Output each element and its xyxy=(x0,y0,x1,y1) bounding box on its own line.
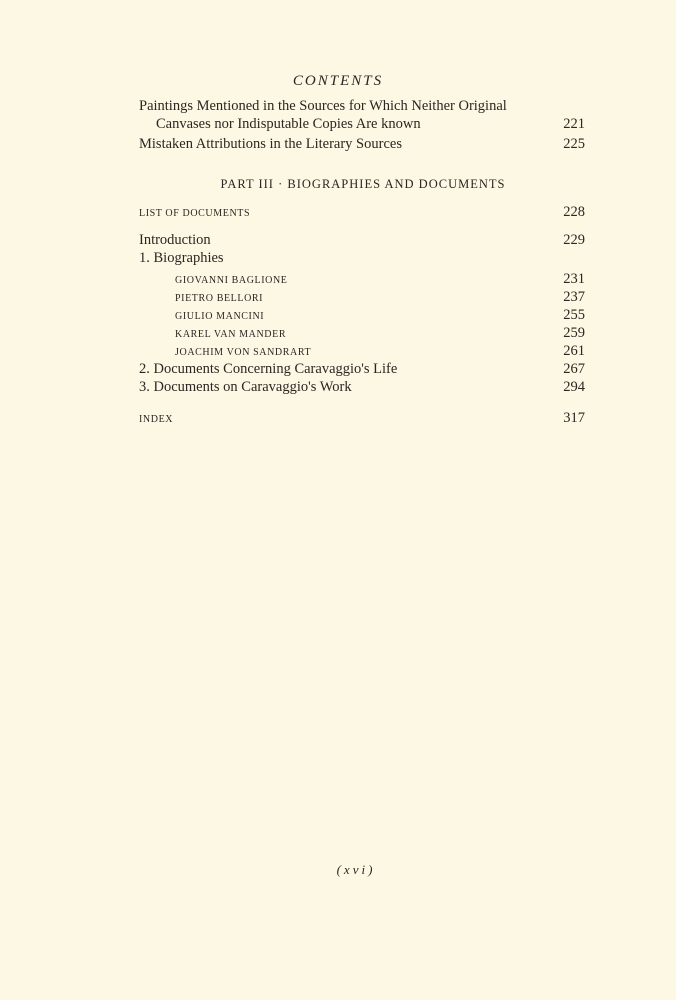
toc-entry-index xyxy=(139,409,585,429)
toc-subentry-label: KAREL VAN MANDER xyxy=(175,329,287,340)
toc-subentry-bellori xyxy=(139,288,585,308)
toc-subentry-page: 259 xyxy=(563,325,585,341)
toc-subentry-baglione xyxy=(139,270,585,290)
toc-subentry-page: 231 xyxy=(563,271,585,287)
toc-entry-list-of-documents xyxy=(139,203,585,223)
page-folio: (xvi) xyxy=(336,862,376,877)
part-heading: PART III · BIOGRAPHIES AND DOCUMENTS xyxy=(220,177,506,191)
running-head: CONTENTS xyxy=(292,73,384,89)
toc-entry-biographies xyxy=(139,249,585,267)
toc-subentry-label: GIOVANNI BAGLIONE xyxy=(175,275,288,286)
toc-entry-paintings xyxy=(139,97,585,133)
toc-subentry-page: 261 xyxy=(563,343,585,359)
toc-entry-page: 221 xyxy=(563,116,585,132)
toc-entry-label: LIST OF DOCUMENTS xyxy=(139,208,251,219)
toc-entry-label: 2. Documents Concerning Caravaggio's Life xyxy=(139,361,398,377)
toc-subentry-van-mander xyxy=(139,324,585,344)
toc-subentry-label: PIETRO BELLORI xyxy=(175,293,264,304)
toc-entry-page: 267 xyxy=(563,361,585,377)
toc-entry-page: 229 xyxy=(563,232,585,248)
toc-entry-page: 228 xyxy=(563,204,585,220)
toc-entry-page: 225 xyxy=(563,136,585,152)
toc-entry-page: 317 xyxy=(563,410,585,426)
toc-entry-documents-life xyxy=(139,360,585,378)
toc-entry-label: Introduction xyxy=(139,232,211,248)
toc-entry-label-continuation: Canvases nor Indisputable Copies Are known xyxy=(156,116,421,132)
toc-subentry-label: JOACHIM VON SANDRART xyxy=(175,347,312,358)
toc-entry-mistaken-attributions xyxy=(139,135,585,153)
toc-subentry-page: 255 xyxy=(563,307,585,323)
toc-subentry-label: GIULIO MANCINI xyxy=(175,311,265,322)
toc-entry-label: Mistaken Attributions in the Literary Sources xyxy=(139,136,402,152)
toc-entry-documents-work xyxy=(139,378,585,396)
toc-subentry-sandrart xyxy=(139,342,585,362)
toc-subentry-mancini xyxy=(139,306,585,326)
toc-entry-label: 1. Biographies xyxy=(139,250,224,266)
toc-entry-introduction xyxy=(139,231,585,249)
toc-subentry-page: 237 xyxy=(563,289,585,305)
toc-entry-label: Paintings Mentioned in the Sources for Which Neither Original xyxy=(139,98,507,114)
toc-entry-label: 3. Documents on Caravaggio's Work xyxy=(139,379,352,395)
toc-entry-page: 294 xyxy=(563,379,585,395)
toc-entry-label: INDEX xyxy=(139,414,174,425)
